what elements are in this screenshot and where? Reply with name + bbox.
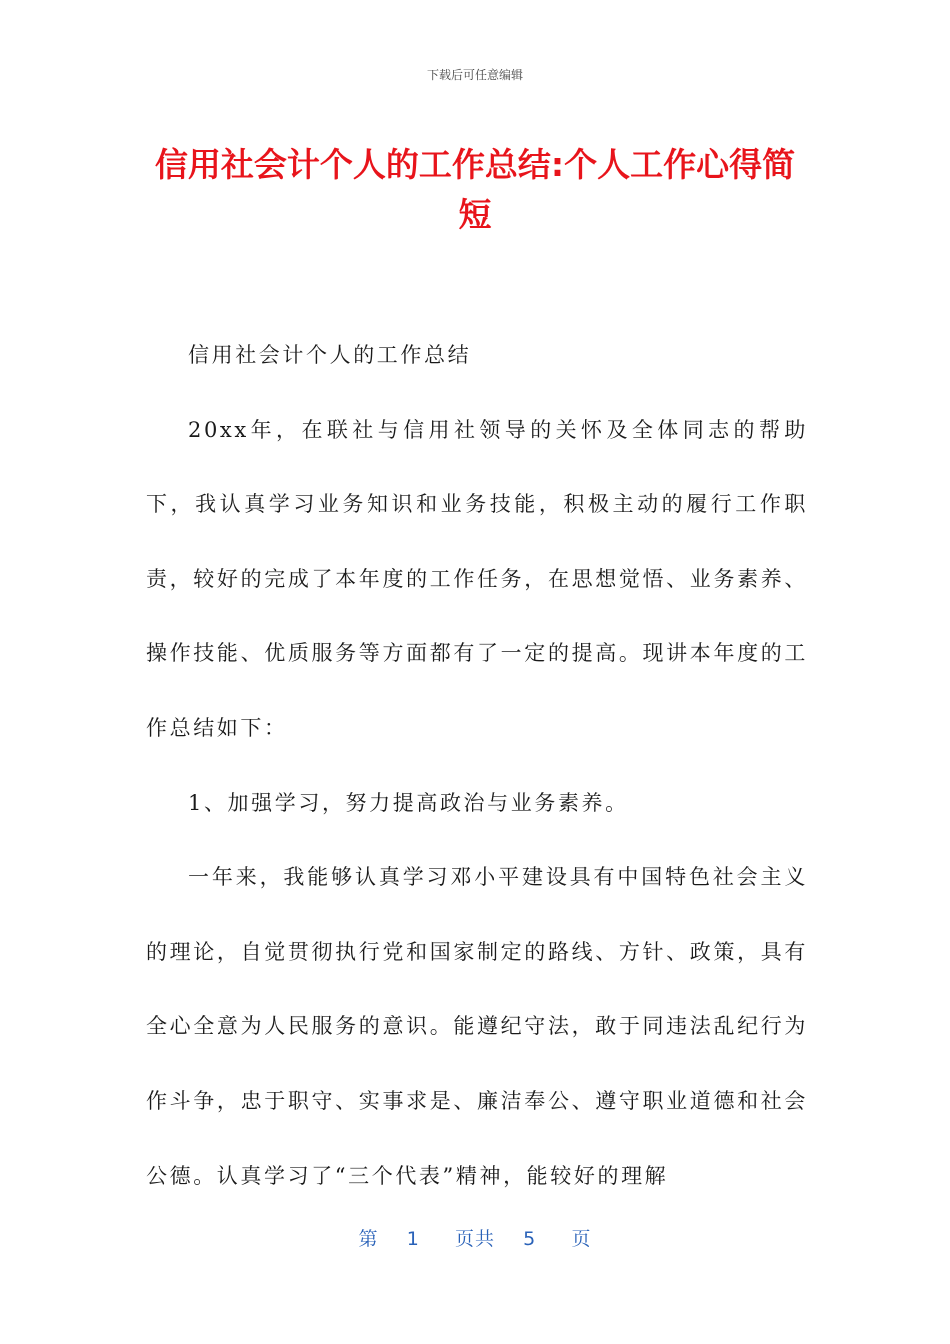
- page-label-suffix: 页: [571, 1228, 592, 1250]
- page-label-middle: 页共: [454, 1228, 495, 1250]
- document-title: 信用社会计个人的工作总结:个人工作心得简短: [154, 145, 796, 234]
- document-body: [146, 318, 808, 1213]
- page-total: 5: [523, 1228, 537, 1250]
- paragraph-section-heading: 1、加强学习，努力提高政治与业务素养。: [188, 790, 629, 815]
- paragraph-subtitle: 信用社会计个人的工作总结: [188, 343, 472, 367]
- paragraph-body: 一年来，我能够认真学习邓小平建设具有中国特色社会主义的理论，自觉贯彻执行党和国家制定的路线、方针、政策，具有全心全意为人民服务的意识。能遵纪守法，敢于同违法乱纪行为作斗争，忠于职守、实事求是、廉洁奉公、遵守职业道德和社会公德。认真学习了“三个代表”精神，能较好的理解: [146, 865, 808, 1188]
- page-number-footer: [0, 1224, 950, 1251]
- header-note: 下载后可任意编辑: [426, 68, 523, 82]
- page-label-prefix: 第: [358, 1228, 379, 1250]
- page-current: 1: [406, 1228, 420, 1250]
- paragraph-intro: 20xx年，在联社与信用社领导的关怀及全体同志的帮助下，我认真学习业务知识和业务技能，积极主动的履行工作职责，较好的完成了本年度的工作任务，在思想觉悟、业务素养、操作技能、优质服务等方面都有了一定的提高。现讲本年度的工作总结如下：: [146, 417, 808, 740]
